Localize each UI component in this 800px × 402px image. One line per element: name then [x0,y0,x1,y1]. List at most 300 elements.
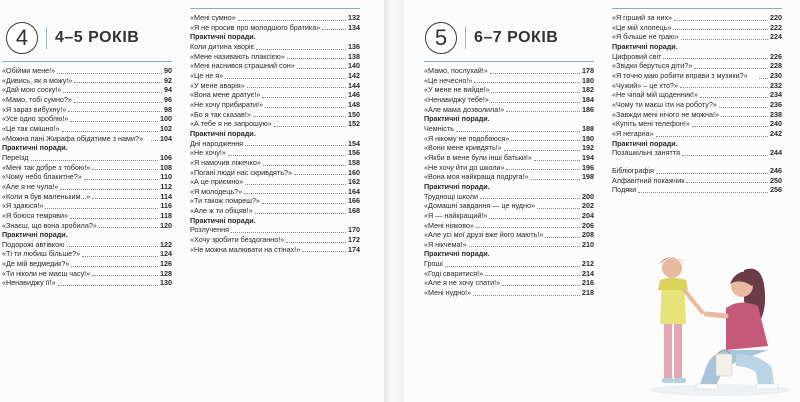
dot-leader [502,285,580,286]
chapter-title: 6–7 РОКІВ [465,27,558,49]
toc-entry [612,32,782,42]
toc-entry [190,71,360,81]
toc-entry [2,95,172,105]
toc-entry-title: «Чужий» – це хто?» [612,80,679,90]
toc-entry-page: 132 [348,13,360,22]
toc-entry-page: 114 [160,191,172,201]
dot-leader [694,68,768,69]
divider [2,61,172,62]
toc-entry-page: 230 [770,70,783,80]
toc-entry [424,153,594,163]
toc-entry-title: «Я негарна» [612,128,654,138]
toc-entry-title: Переїзд [2,152,29,162]
toc-entry-title: «А тебе я не запрошую» [190,119,272,129]
toc-entry-page: 148 [348,99,360,109]
toc-entry-title: «Звідки беруться діти?» [612,61,693,71]
toc-entry-title: «Не можна малювати на стінах!» [190,244,301,254]
toc-entry-title: «Це не я» [190,70,224,80]
chapter-number: 4 [6,22,38,54]
toc-entry [424,124,594,134]
toc-entry [424,163,594,173]
toc-entry-page: 206 [582,220,594,230]
toc-entry-page: 152 [348,119,360,129]
toc-entry [190,23,360,33]
toc-entry-page: 158 [348,157,360,167]
toc-entry [2,124,172,134]
section-heading: Практичні поради. [2,143,68,153]
toc-entry-page: 194 [582,152,594,162]
toc-entry-title: Коли дитина хворіє [190,41,255,51]
toc-entry-title: «Чому ти маєш іти на роботу?» [612,99,717,109]
toc-entry-page: 134 [348,22,360,32]
toc-entry-page: 92 [164,75,172,85]
toc-entry [2,172,172,182]
toc-entry-page: 120 [160,220,172,230]
toc-entry-title: Дні народження [190,138,244,148]
toc-entry [2,278,172,288]
toc-entry-page: 186 [582,104,594,114]
dot-leader [473,295,580,296]
toc-entry-page: 116 [160,201,172,211]
toc-entry-page: 110 [160,172,172,182]
toc-entry [2,76,172,86]
toc-entry-page: 234 [770,90,782,100]
toc-entry-page: 202 [582,201,594,211]
toc-entry [190,245,360,255]
toc-entry-title: «Не чіпай мій щоденник!» [612,90,698,100]
toc-entry-page: 238 [770,109,782,119]
dot-leader [286,242,346,243]
chapter-title: 4–5 РОКІВ [46,27,139,49]
toc-entry [190,177,360,187]
toc-entry-title: «Коли я був маленьким...» [2,191,91,201]
dot-leader [253,116,346,117]
dot-leader [297,68,346,69]
dot-leader [265,107,346,108]
toc-entry-title: «Годі сваритися!» [424,268,484,278]
toc-entry-page: 140 [348,61,360,71]
toc-entry-page: 106 [160,152,172,162]
toc-entry-page: 222 [770,22,782,32]
dot-leader [489,218,580,219]
toc-entry [2,85,172,95]
toc-entry-title: «Але усі мої друзі вже його мають!» [424,230,544,240]
toc-entry-title: «Бо я так сказав!» [190,109,251,119]
dot-leader [70,218,158,219]
dot-leader [700,97,768,98]
dot-leader [84,179,159,180]
toc-entry [190,225,360,235]
dot-leader [92,198,158,199]
toc-entry [612,23,782,33]
toc-entry [612,129,782,139]
dot-leader [490,73,580,74]
left-col-1 [2,61,172,288]
toc-entry [2,182,172,192]
toc-entry-page: 184 [582,94,594,104]
dot-leader [68,111,162,112]
mother-daughter-illustration [640,250,795,400]
dot-leader [759,78,768,79]
toc-entry-page: 156 [348,148,360,158]
toc-entry-page: 164 [348,186,360,196]
toc-entry-title: «Але ж ти обіцяв!» [190,206,253,216]
right-col-2 [612,8,782,195]
toc-entry-page: 172 [348,235,360,245]
dot-leader [245,184,346,185]
dot-leader [228,155,346,156]
dot-leader [31,160,159,161]
toc-entry [190,158,360,168]
toc-entry-page: 122 [160,239,172,249]
dot-leader [656,136,768,137]
toc-entry [190,148,360,158]
dot-leader [491,92,580,93]
toc-entry-title: «Вони мене кривдять!» [424,143,502,153]
toc-entry [424,201,594,211]
toc-entry [612,185,782,195]
toc-entry-title: «Чому небо блакитне?» [2,172,82,182]
toc-entry [612,148,782,158]
right-col-1 [424,61,594,298]
toc-entry [190,13,360,23]
dot-leader [456,131,580,132]
toc-entry-page: 182 [582,85,594,95]
dot-leader [506,111,580,112]
toc-entry-title: «Я гірший за них» [612,13,673,22]
toc-entry-title: «Не хочу прибирати!» [190,99,264,109]
toc-entry-page: 250 [770,175,782,185]
toc-entry-page: 170 [348,225,360,235]
toc-entry-title: «Хочу зробити бездоганно!» [190,235,285,245]
toc-entry-page: 166 [348,196,360,206]
toc-entry-title: «Мамо, послухай!» [424,66,488,75]
toc-entry-page: 196 [582,162,594,172]
chapter-header-4 [6,22,139,54]
dot-leader [74,82,162,83]
dot-leader [99,227,158,228]
toc-entry-page: 144 [348,80,360,90]
toc-entry-title: «Я нікчема!» [424,239,467,249]
toc-entry [190,100,360,110]
toc-entry [190,81,360,91]
toc-entry-title: «Я молодець?» [190,186,243,196]
toc-entry-title: «Домашні завдання — це нудно» [424,201,535,211]
toc-entry-page: 232 [770,80,782,90]
toc-entry [190,42,360,52]
toc-entry [424,76,594,86]
toc-entry-page: 256 [770,185,782,195]
dot-leader [63,92,162,93]
toc-entry-title: «Але я не хочу спати!» [424,278,501,288]
dot-leader [686,182,768,183]
dot-leader [245,145,346,146]
toc-entry-title: «Ненавиджу її!» [2,278,56,288]
dot-leader [692,126,768,127]
toc-entry-page: 98 [164,104,172,114]
dot-leader [656,173,768,174]
toc-entry [2,105,172,115]
dot-leader [719,107,768,108]
dot-leader [225,78,346,79]
toc-entry [612,71,782,81]
toc-entry-page: 204 [582,210,594,220]
toc-entry-title: «А це приємно» [190,177,244,187]
dot-leader [92,275,158,276]
toc-entry-page: 130 [160,278,172,288]
dot-leader [511,140,580,141]
dot-leader [92,169,158,170]
toc-entry-title: Бібліографія [612,165,654,175]
toc-entry-title: «Я нікому не подобаюся» [424,133,510,143]
toc-entry-page: 146 [348,90,360,100]
dot-leader [262,97,346,98]
toc-entry [2,114,172,124]
toc-entry-title: «Але я не чула!» [2,181,59,191]
dot-leader [294,174,346,175]
toc-entry-page: 190 [582,133,594,143]
toc-entry-page: 162 [348,177,360,187]
toc-entry-title: «Я більше не граю» [612,32,679,42]
toc-entry-title: «Ти ніколи не маєш часу!» [2,268,91,278]
toc-entry-page: 220 [770,13,782,22]
toc-entry [190,139,360,149]
toc-entry [424,192,594,202]
toc-entry [190,235,360,245]
toc-entry-title: «Усе одно зроблю!» [2,114,69,124]
dot-leader [682,155,768,156]
dot-leader [302,251,346,252]
toc-entry-title: «Завжди мені нічого не можна!» [612,109,719,119]
toc-entry [2,249,172,259]
section-heading: Практичні поради. [190,215,256,225]
toc-entry [424,85,594,95]
toc-entry [612,13,782,23]
toc-entry-page: 216 [582,278,594,288]
toc-entry-title: «Мені сумно» [190,13,236,22]
toc-entry-page: 178 [582,66,594,75]
dot-leader [638,192,768,193]
dot-leader [476,227,580,228]
dot-leader [531,179,581,180]
toc-entry-page: 218 [582,288,594,298]
toc-entry-page: 124 [160,249,172,259]
toc-entry-title: «Обійми мене!» [2,66,56,75]
left-col-2 [190,8,360,254]
toc-entry-page: 102 [160,123,172,133]
dot-leader [504,150,580,151]
toc-entry-title: «Я зараз вибухну!» [2,104,67,114]
toc-entry-page: 226 [770,51,782,61]
toc-entry-page: 104 [160,133,172,143]
dot-leader [67,246,159,247]
dot-leader [680,87,768,88]
dot-leader [263,165,346,166]
toc-entry [2,201,172,211]
dot-leader [262,203,346,204]
toc-entry-title: «У мене не вийде!» [424,85,490,95]
toc-entry-page: 180 [582,75,594,85]
toc-entry [424,211,594,221]
dot-leader [244,193,346,194]
toc-entry-title: «Мені ніяково» [424,220,475,230]
toc-entry-title: Подорожі автівкою [2,239,65,249]
toc-entry-title: Чемність [424,123,454,133]
toc-entry [2,192,172,202]
toc-entry [190,90,360,100]
dot-leader [70,121,158,122]
toc-entry-title: «Вона моя найкраща подруга!» [424,172,529,182]
toc-entry-page: 128 [160,268,172,278]
dot-leader [151,140,158,141]
toc-entry [190,52,360,62]
toc-entry [424,259,594,269]
toc-entry [424,230,594,240]
toc-entry [612,176,782,186]
toc-entry-page: 150 [348,109,360,119]
toc-entry-page: 112 [160,181,172,191]
toc-entry-title: «Знаєш, що вона зробила?» [2,220,97,230]
toc-entry-title: «Ненавиджу тебе!» [424,94,489,104]
toc-entry-page: 96 [164,94,172,104]
toc-entry-title: «Мені нудно!» [424,288,472,298]
dot-leader [322,29,346,30]
dot-leader [485,275,580,276]
toc-entry [190,187,360,197]
toc-entry-title: «Не хочу!» [190,148,226,158]
dot-leader [474,82,580,83]
dot-leader [82,256,158,257]
dot-leader [721,116,768,117]
toc-entry [424,288,594,298]
toc-entry-title: Розлучення [190,225,229,235]
toc-entry-page: 212 [582,259,594,269]
dot-leader [534,160,580,161]
toc-entry-page: 136 [348,41,360,51]
toc-entry [2,259,172,269]
dot-leader [74,102,162,103]
toc-entry [424,269,594,279]
toc-entry-title: «Я боюся темряви» [2,210,68,220]
toc-entry-page: 154 [348,138,360,148]
toc-entry-page: 168 [348,206,360,216]
toc-entry [612,90,782,100]
toc-entry-page: 90 [164,66,172,75]
dot-leader [287,58,346,59]
toc-entry-title: Позашкільні заняття [612,148,681,158]
dot-leader [256,49,346,50]
toc-entry [424,221,594,231]
toc-entry-page: 242 [770,128,782,138]
toc-entry-title: Алфавітний покажчик [612,175,685,185]
toc-entry [190,206,360,216]
toc-entry-page: 200 [582,191,594,201]
toc-entry [190,196,360,206]
dot-leader [255,213,346,214]
section-heading: Практичні поради. [190,128,256,138]
dot-leader [480,198,580,199]
toc-entry-page: 244 [770,148,782,158]
section-heading: Практичні поради. [612,138,678,148]
toc-entry [424,240,594,250]
toc-entry-page: 174 [348,244,360,254]
toc-entry-page: 118 [160,210,172,220]
toc-entry-page: 240 [770,119,782,129]
dot-leader [231,232,346,233]
toc-entry-page: 100 [160,114,172,124]
toc-entry [190,110,360,120]
toc-entry-title: «Ті ти любиш більше?» [2,249,81,259]
dot-leader [681,39,768,40]
toc-entry-title: «Дивись, як я можу!» [2,75,73,85]
toc-entry [612,81,782,91]
dot-leader [60,189,158,190]
toc-entry-title: Подяки [612,185,637,195]
dot-leader [491,102,580,103]
toc-entry-title: «Я — найкращий!» [424,210,488,220]
toc-entry [612,52,782,62]
toc-entry-page: 160 [348,167,360,177]
dot-leader [445,266,580,267]
toc-entry-page: 224 [770,32,782,42]
chapter-header-5 [425,22,558,54]
toc-entry [190,168,360,178]
toc-entry-page: 192 [582,143,594,153]
toc-entry [2,153,172,163]
toc-entry-page: 228 [770,61,782,71]
toc-entry-title: Труднощі школи [424,191,478,201]
toc-entry-title: «Мені так добре з тобою!» [2,162,91,172]
toc-entry-title: «Мамо, тобі сумно?» [2,94,72,104]
toc-entry [424,134,594,144]
toc-entry [2,240,172,250]
section-heading: Практичні поради. [424,114,490,124]
toc-entry-page: 94 [164,85,172,95]
toc-entry-title: «Дай мою соску!» [2,85,62,95]
toc-entry-page: 208 [582,230,594,240]
toc-entry [190,61,360,71]
divider [424,61,594,62]
toc-entry-page: 142 [348,70,360,80]
toc-entry [612,100,782,110]
toc-entry-page: 126 [160,259,172,269]
dot-leader [247,87,346,88]
toc-entry-page: 214 [582,268,594,278]
toc-entry-page: 108 [160,162,172,172]
dot-leader [663,58,768,59]
dot-leader [537,208,580,209]
dot-leader [58,285,158,286]
toc-entry-title: Гроші [424,259,443,269]
dot-leader [71,266,158,267]
toc-entry-title: «Я здаюся!» [2,201,44,211]
toc-entry-title: «Але мама дозволила!» [424,104,505,114]
toc-entry-title: «Погані люди нас скривдять?» [190,167,292,177]
toc-entry-title: «Можна пані Жирафа обідатиме з нами?» [2,133,143,143]
dot-leader [45,208,158,209]
section-heading: Практичні поради. [424,249,490,259]
toc-entry-title: «Мене називають плаксією» [190,51,285,61]
section-heading: Практичні поради. [424,181,490,191]
toc-entry [2,211,172,221]
toc-entry-title: «Мені наснився страшний сон» [190,61,295,71]
toc-entry [424,278,594,288]
dot-leader [57,73,162,74]
toc-entry [612,110,782,120]
toc-entry [2,269,172,279]
toc-entry [424,95,594,105]
toc-entry-title: «Купіть мені телефон!» [612,119,690,129]
